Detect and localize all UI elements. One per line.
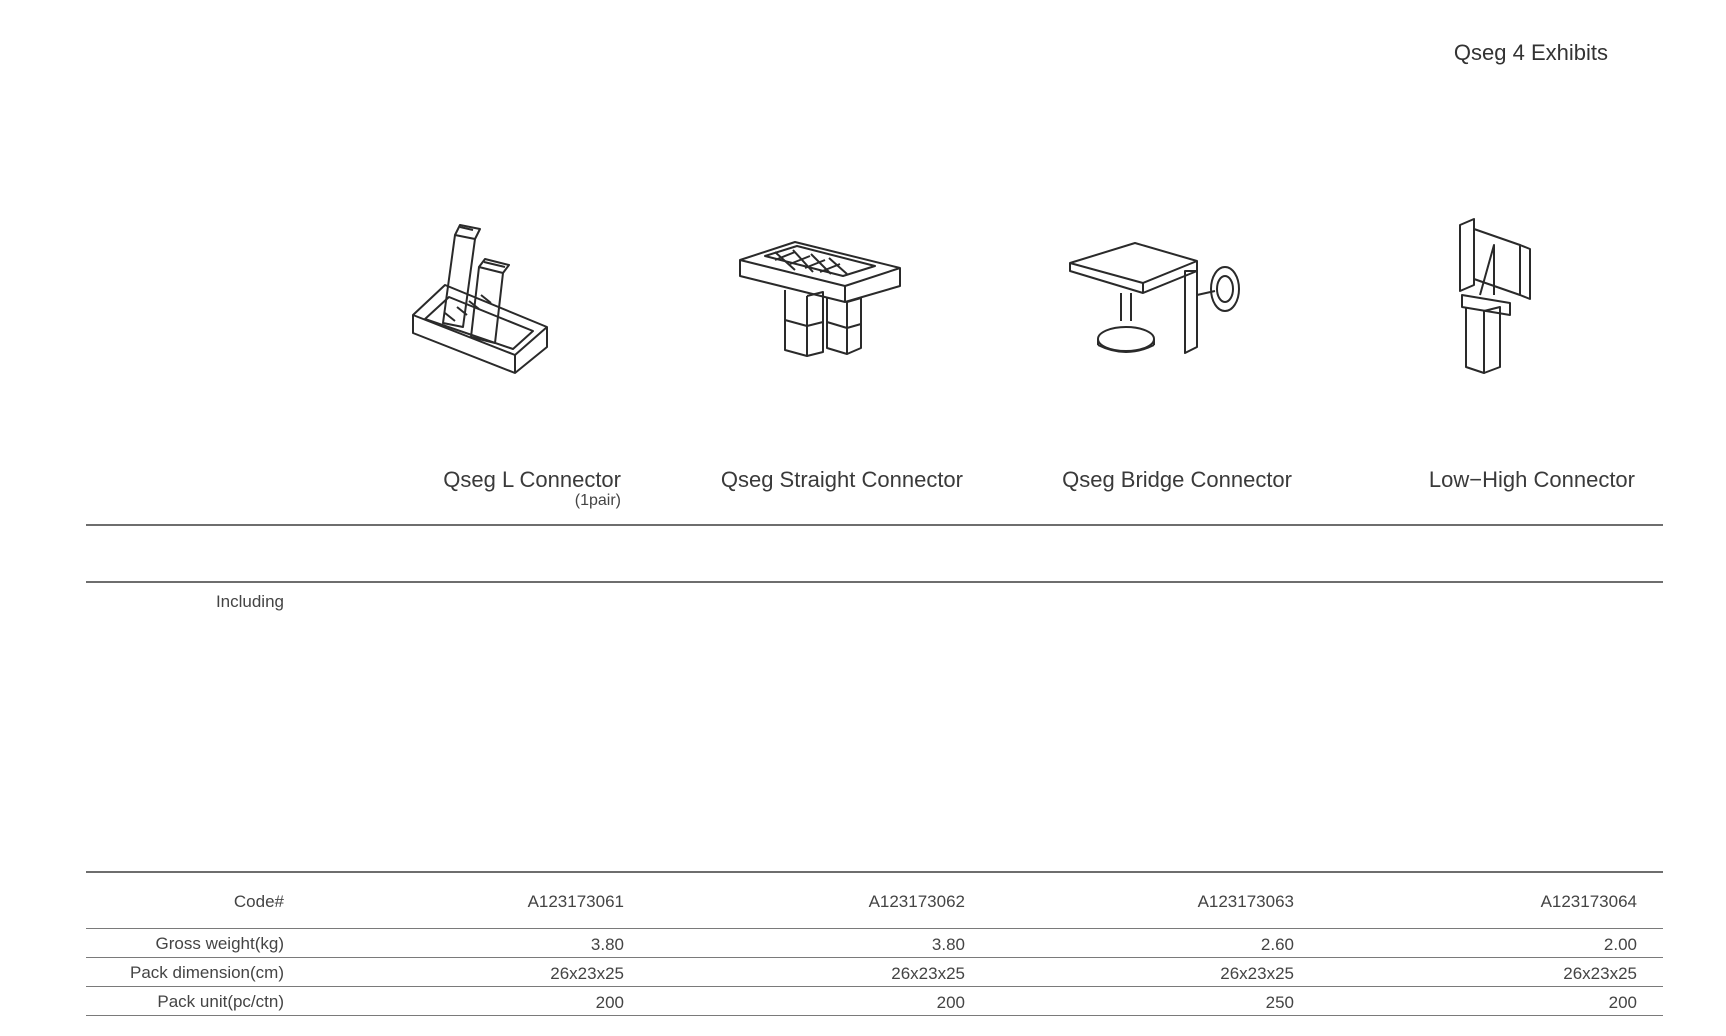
including-label: Including: [215, 592, 284, 611]
product-name-l-connector: Qseg L Connector: [443, 467, 621, 492]
divider-row: [86, 928, 1663, 929]
low-high-connector-icon: [1450, 215, 1540, 385]
gross-weight-cell: 3.80: [590, 935, 624, 954]
divider-including: [86, 581, 1663, 583]
divider-row: [86, 957, 1663, 958]
gross-weight-cell: 2.60: [1260, 935, 1294, 954]
gross-weight-cell: 2.00: [1603, 935, 1637, 954]
product-name-straight-connector: Qseg Straight Connector: [720, 467, 963, 492]
gross-weight-label: Gross weight(kg): [155, 934, 284, 953]
pack-unit-label: Pack unit(pc/ctn): [157, 992, 284, 1011]
l-connector-icon: [405, 215, 555, 380]
code-cell: A123173062: [868, 892, 965, 911]
product-note-l-connector: (1pair): [574, 492, 621, 509]
divider-top: [86, 524, 1663, 526]
straight-connector-icon: [735, 230, 905, 370]
code-label: Code#: [233, 892, 284, 911]
divider-specs-top: [86, 871, 1663, 873]
code-cell: A123173063: [1197, 892, 1294, 911]
pack-unit-cell: 200: [595, 993, 624, 1012]
pack-dimension-cell: 26x23x25: [1563, 964, 1637, 983]
code-cell: A123173064: [1540, 892, 1637, 911]
pack-dimension-cell: 26x23x25: [550, 964, 624, 983]
bridge-connector-icon: [1065, 235, 1250, 360]
product-name-low-high-connector: Low−High Connector: [1428, 467, 1635, 492]
code-cell: A123173061: [527, 892, 624, 911]
divider-row: [86, 986, 1663, 987]
pack-unit-cell: 250: [1265, 993, 1294, 1012]
divider-bottom: [86, 1015, 1663, 1016]
pack-dimension-label: Pack dimension(cm): [130, 963, 284, 982]
pack-dimension-cell: 26x23x25: [1220, 964, 1294, 983]
page-title: Qseg 4 Exhibits: [1453, 40, 1608, 65]
pack-dimension-cell: 26x23x25: [891, 964, 965, 983]
product-name-bridge-connector: Qseg Bridge Connector: [1062, 467, 1292, 492]
pack-unit-cell: 200: [936, 993, 965, 1012]
gross-weight-cell: 3.80: [931, 935, 965, 954]
pack-unit-cell: 200: [1608, 993, 1637, 1012]
